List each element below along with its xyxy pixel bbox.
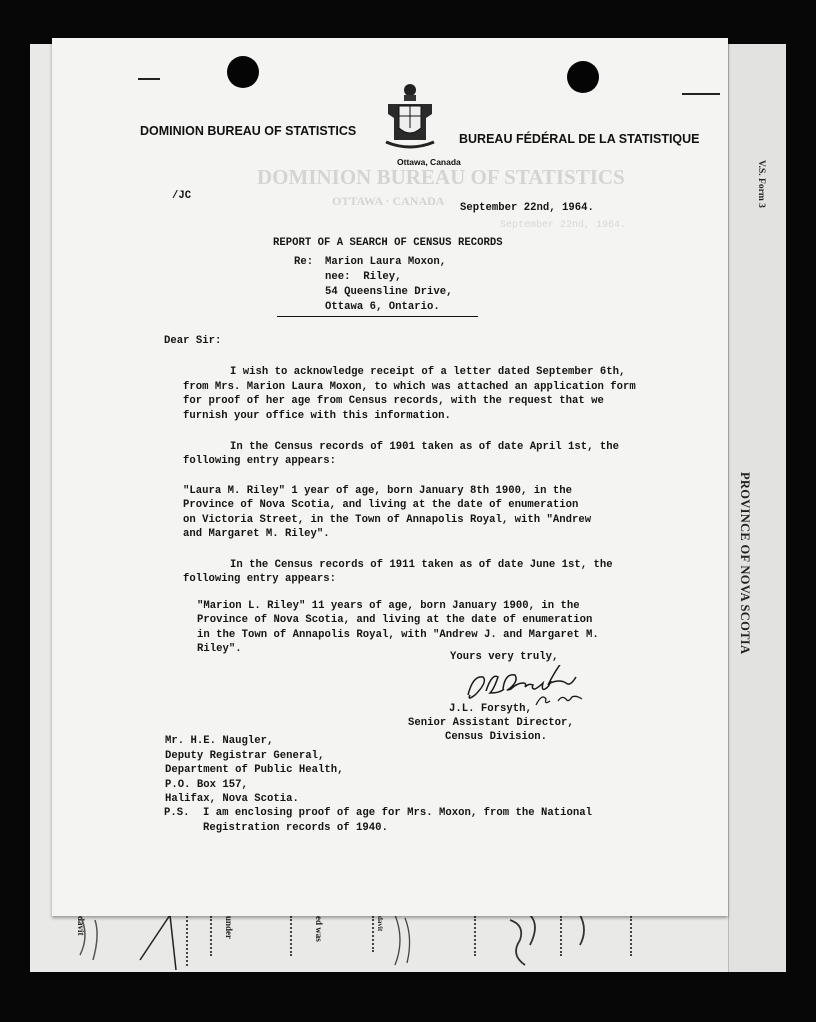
signatory-division: Census Division. <box>445 731 548 743</box>
recipient-line: Mr. H.E. Naugler, <box>165 735 274 747</box>
bleed-through-title: DOMINION BUREAU OF STATISTICS <box>257 165 625 189</box>
bottom-fragment: under <box>224 916 234 940</box>
census-entry-line: on Victoria Street, in the Town of Annapolis Royal, with "Andrew <box>183 514 592 526</box>
salutation: Dear Sir: <box>164 335 222 347</box>
census-entry-line: in the Town of Annapolis Royal, with "Andrew J. and Margaret M. <box>197 629 599 641</box>
paragraph-line: In the Census records of 1901 taken as of date April 1st, the <box>230 441 620 453</box>
letter-date: September 22nd, 1964. <box>460 202 594 214</box>
province-label: PROVINCE OF NOVA SCOTIA <box>738 472 752 655</box>
recipient-line: P.O. Box 157, <box>165 779 248 791</box>
recipient-line: Department of Public Health, <box>165 764 344 776</box>
postscript-label: P.S. <box>164 807 190 819</box>
mark <box>138 78 160 80</box>
bleed-through-date: September 22nd, 1964. <box>500 220 627 231</box>
signatory-name: J.L. Forsyth, <box>449 703 532 715</box>
paragraph-line: following entry appears: <box>183 573 337 585</box>
postscript-line: I am enclosing proof of age for Mrs. Moxon, from the National <box>203 807 593 819</box>
letterhead-english: DOMINION BUREAU OF STATISTICS <box>140 124 357 138</box>
re-label: Re: <box>294 256 314 268</box>
postscript-line: Registration records of 1940. <box>203 822 388 834</box>
paragraph-line: furnish your office with this information. <box>183 410 451 422</box>
coat-of-arms-icon <box>384 82 436 150</box>
paragraph-line: following entry appears: <box>183 455 337 467</box>
re-line: Ottawa 6, Ontario. <box>325 301 440 313</box>
letterhead-place: Ottawa, Canada <box>397 157 461 167</box>
bottom-fragment: ed was <box>314 916 324 942</box>
punch-hole <box>567 61 599 93</box>
recipient-line: Deputy Registrar General, <box>165 750 325 762</box>
census-entry-line: Province of Nova Scotia, and living at the date of enumeration <box>183 499 579 511</box>
re-line: nee: Riley, <box>325 271 402 283</box>
bottom-fragment: davit <box>376 916 384 932</box>
re-line: Marion Laura Moxon, <box>325 256 447 268</box>
re-line: 54 Queensline Drive, <box>325 286 453 298</box>
signatory-position: Senior Assistant Director, <box>408 717 574 729</box>
complimentary-close: Yours very truly, <box>450 651 559 663</box>
census-entry-line: Riley". <box>197 643 242 655</box>
bleed-through-place: OTTAWA · CANADA <box>332 194 445 208</box>
paragraph-line: In the Census records of 1911 taken as of date June 1st, the <box>230 559 613 571</box>
re-underline <box>277 316 478 317</box>
handwriting-fragments <box>40 910 740 970</box>
paragraph-line: for proof of her age from Census records, with the request that we <box>183 395 604 407</box>
bottom-fragment: davit <box>76 916 86 936</box>
form-number: V.S. Form 3 <box>756 160 766 208</box>
recipient-line: Halifax, Nova Scotia. <box>165 793 299 805</box>
letter-page <box>52 38 728 916</box>
census-entry-line: "Laura M. Riley" 1 year of age, born January 8th 1900, in the <box>183 485 573 497</box>
census-entry-line: Province of Nova Scotia, and living at the date of enumeration <box>197 614 593 626</box>
mark <box>682 93 720 95</box>
reference-initials: /JC <box>172 190 192 202</box>
paragraph-line: I wish to acknowledge receipt of a letter dated September 6th, <box>230 366 626 378</box>
paragraph-line: from Mrs. Marion Laura Moxon, to which was attached an application form <box>183 381 636 393</box>
report-title: REPORT OF A SEARCH OF CENSUS RECORDS <box>273 237 503 249</box>
letterhead-french: BUREAU FÉDÉRAL DE LA STATISTIQUE <box>459 132 700 146</box>
census-entry-line: "Marion L. Riley" 11 years of age, born January 1900, in the <box>197 600 580 612</box>
census-entry-line: and Margaret M. Riley". <box>183 528 330 540</box>
punch-hole <box>227 56 259 88</box>
